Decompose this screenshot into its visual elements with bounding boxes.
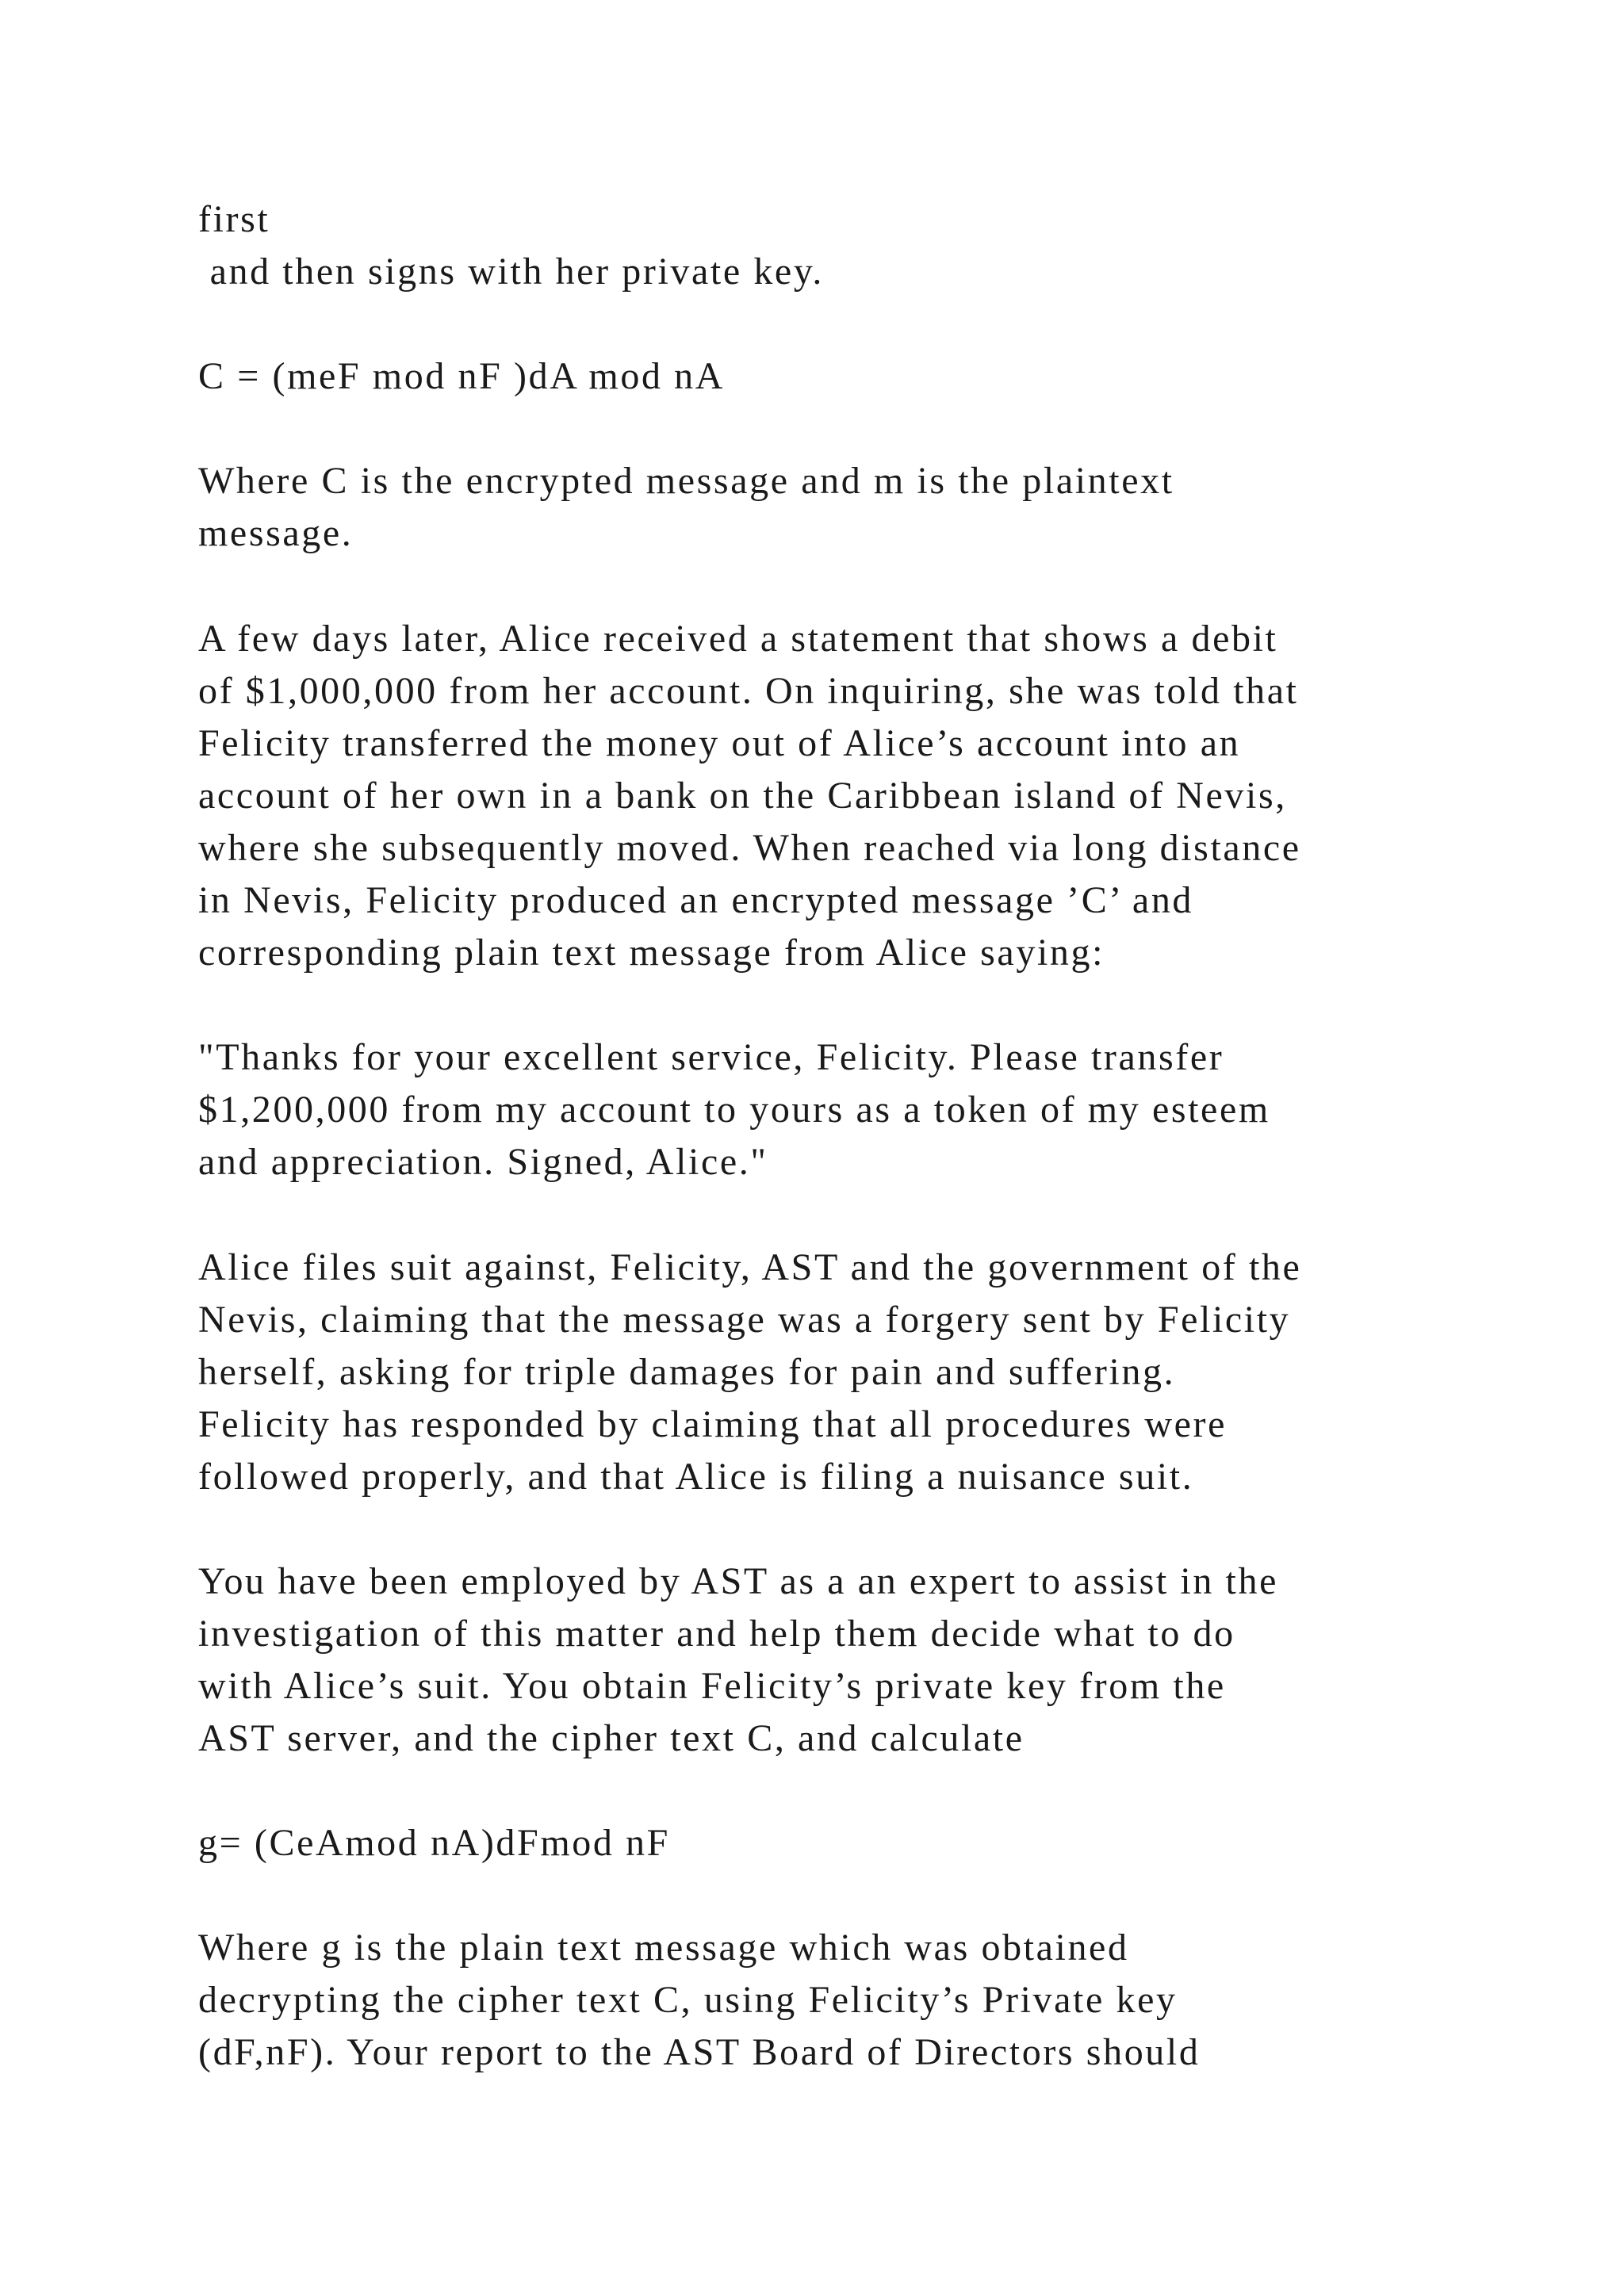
text-line: You have been employed by AST as a an expert to assist in the xyxy=(198,1560,1278,1602)
text-line: followed properly, and that Alice is filing a nuisance suit. xyxy=(198,1456,1194,1498)
text-line: and appreciation. Signed, Alice." xyxy=(198,1141,768,1183)
formula-line: g= (CeAmod nA)dFmod nF xyxy=(198,1822,670,1864)
text-line: where she subsequently moved. When reached via long distance xyxy=(198,827,1301,869)
text-line: first xyxy=(198,198,270,240)
text-line: investigation of this matter and help them decide what to do xyxy=(198,1613,1235,1655)
text-line: herself, asking for triple damages for pain and suffering. xyxy=(198,1351,1176,1393)
text-line: of $1,000,000 from her account. On inquiring, she was told that xyxy=(198,670,1299,712)
text-line: AST server, and the cipher text C, and calculate xyxy=(198,1717,1025,1759)
text-line: Where g is the plain text message which was obtained xyxy=(198,1927,1129,1969)
text-line: in Nevis, Felicity produced an encrypted message ’C’ and xyxy=(198,879,1194,921)
text-line: $1,200,000 from my account to yours as a token of my esteem xyxy=(198,1089,1270,1131)
text-line: A few days later, Alice received a statement that shows a debit xyxy=(198,618,1278,660)
text-line: "Thanks for your excellent service, Felicity. Please transfer xyxy=(198,1036,1224,1078)
formula-line: C = (meF mod nF )dA mod nA xyxy=(198,355,726,397)
text-line: Alice files suit against, Felicity, AST and the government of the xyxy=(198,1246,1302,1288)
text-line: (dF,nF). Your report to the AST Board of Directors should xyxy=(198,2031,1201,2073)
text-line: Nevis, claiming that the message was a forgery sent by Felicity xyxy=(198,1299,1291,1341)
text-line: Felicity has responded by claiming that all procedures were xyxy=(198,1403,1228,1445)
text-line: Felicity transferred the money out of Alice’s account into an xyxy=(198,722,1241,764)
text-line: decrypting the cipher text C, using Felicity’s Private key xyxy=(198,1979,1178,2021)
text-line: account of her own in a bank on the Caribbean island of Nevis, xyxy=(198,775,1287,817)
text-line: corresponding plain text message from Alice saying: xyxy=(198,932,1105,974)
text-line: message. xyxy=(198,512,354,554)
text-line: with Alice’s suit. You obtain Felicity’s private key from the xyxy=(198,1665,1226,1707)
text-line: Where C is the encrypted message and m is the plaintext xyxy=(198,460,1174,502)
text-line: and then signs with her private key. xyxy=(198,251,824,293)
